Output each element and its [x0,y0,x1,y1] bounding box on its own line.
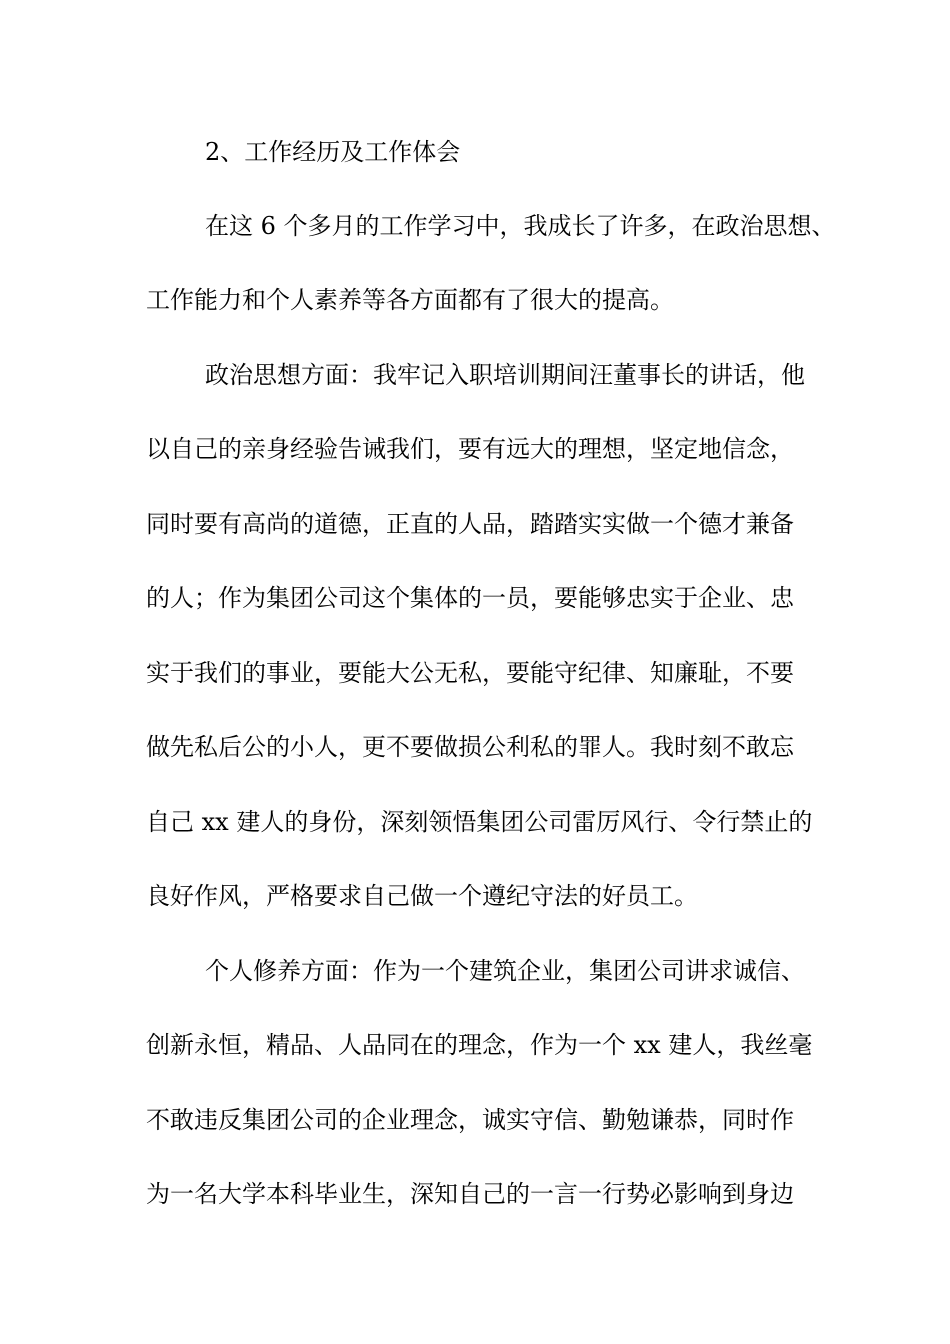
paragraph-line: 个人修养方面：作为一个建筑企业，集团公司讲求诚信、 [205,957,805,985]
paragraph-line: 做先私后公的小人，更不要做损公利私的罪人。我时刻不敢忘 [146,733,794,761]
paragraph-line: 政治思想方面：我牢记入职培训期间汪董事长的讲话，他 [205,361,805,389]
paragraph-line: 以自己的亲身经验告诫我们，要有远大的理想，坚定地信念， [146,435,794,463]
paragraph-line: 的人；作为集团公司这个集体的一员，要能够忠实于企业、忠 [146,584,794,612]
paragraph-line: 创新永恒，精品、人品同在的理念，作为一个 xx 建人，我丝毫 [146,1031,813,1059]
section-heading: 2、工作经历及工作体会 [205,138,461,166]
paragraph-line: 工作能力和个人素养等各方面都有了很大的提高。 [146,286,674,314]
paragraph-line: 实于我们的事业，要能大公无私，要能守纪律、知廉耻，不要 [146,659,794,687]
paragraph-line: 自己 xx 建人的身份，深刻领悟集团公司雷厉风行、令行禁止的 [146,808,813,836]
paragraph-line: 在这 6 个多月的工作学习中，我成长了许多，在政治思想、 [205,212,836,240]
paragraph-line: 同时要有高尚的道德，正直的人品，踏踏实实做一个德才兼备 [146,510,794,538]
paragraph-line: 不敢违反集团公司的企业理念，诚实守信、勤勉谦恭，同时作 [146,1106,794,1134]
paragraph-line: 为一名大学本科毕业生，深知自己的一言一行势必影响到身边 [146,1180,794,1208]
paragraph-line: 良好作风，严格要求自己做一个遵纪守法的好员工。 [146,882,698,910]
